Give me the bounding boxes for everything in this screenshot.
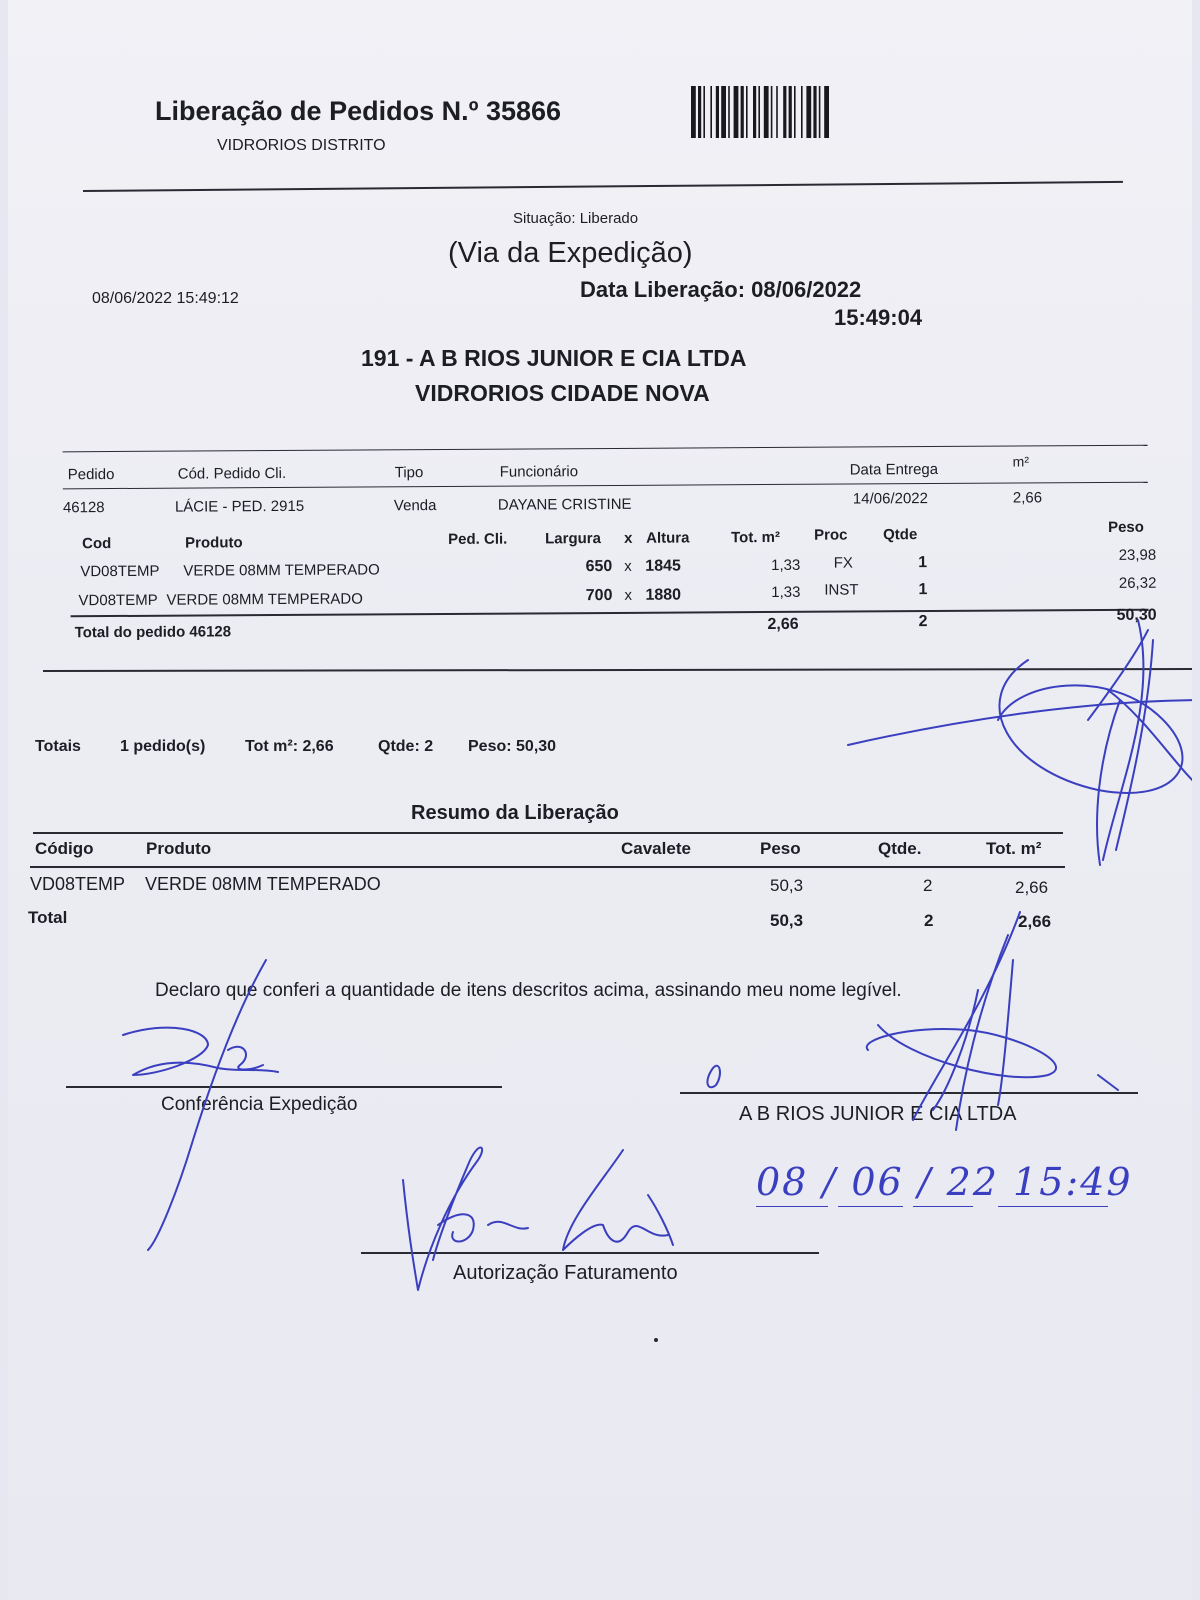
document-subtitle: VIDRORIOS DISTRITO — [217, 137, 386, 154]
resumo-codigo: VD08TEMP — [30, 874, 126, 894]
order-m2: 2,66 — [1012, 489, 1043, 507]
resumo-total-tot-m2: 2,66 — [1018, 912, 1052, 931]
resumo-col-qtde: Qtde. — [878, 839, 922, 858]
item-x: x — [624, 557, 632, 575]
item-cod: VD08TEMP — [80, 562, 160, 581]
totais-pedidos: 1 pedido(s) — [120, 738, 206, 755]
autorizacao-signature-line — [361, 1252, 819, 1254]
handwritten-date: 08 / 06 / 22 15:49 — [756, 1160, 1133, 1204]
autorizacao-label: Autorização Faturamento — [453, 1262, 678, 1284]
data-liberacao: Data Liberação: 08/06/2022 — [580, 277, 862, 302]
item-tot-m2: 1,33 — [771, 556, 801, 575]
order-total-label: Total do pedido 46128 — [74, 623, 232, 642]
status-situacao: Situação: Liberado — [513, 210, 639, 227]
item-col-peso: Peso — [1108, 518, 1144, 536]
document-title: Liberação de Pedidos N.º 35866 — [155, 96, 562, 126]
declaration-text: Declaro que conferi a quantidade de itens descritos acima, assinando meu nome legível. — [155, 980, 902, 1001]
resumo-qtde: 2 — [923, 876, 933, 895]
col-pedido: Pedido — [67, 466, 115, 484]
item-qtde: 1 — [918, 581, 928, 599]
via-label: (Via da Expedição) — [448, 237, 693, 269]
totais-label: Totais — [35, 738, 81, 755]
col-funcionario: Funcionário — [499, 463, 579, 481]
conferencia-label: Conferência Expedição — [161, 1094, 358, 1115]
col-tipo: Tipo — [394, 464, 424, 482]
item-col-cod: Cod — [82, 535, 112, 553]
order-header-rule — [63, 482, 1148, 490]
item-proc: INST — [824, 581, 859, 599]
ink-dot — [654, 1338, 658, 1342]
item-tot-m2: 1,33 — [771, 583, 801, 602]
totais-qtde: Qtde: 2 — [378, 738, 434, 755]
data-liberacao-time: 15:49:04 — [834, 305, 923, 330]
resumo-produto: VERDE 08MM TEMPERADO — [145, 874, 381, 894]
totais-m2: Tot m²: 2,66 — [245, 738, 334, 755]
item-col-ped-cli: Ped. Cli. — [448, 530, 508, 548]
date-underline — [998, 1206, 1108, 1207]
item-col-x: x — [624, 529, 633, 547]
order-pedido: 46128 — [62, 499, 105, 517]
order-data-entrega: 14/06/2022 — [852, 490, 929, 508]
order-tipo: Venda — [393, 497, 437, 515]
resumo-tot-m2: 2,66 — [1015, 878, 1049, 897]
order-total-qtde: 2 — [918, 613, 928, 631]
item-cod: VD08TEMP — [78, 591, 158, 610]
date-underline — [838, 1206, 903, 1207]
item-peso: 23,98 — [1118, 546, 1157, 564]
col-m2: m² — [1012, 453, 1030, 470]
item-col-produto: Produto — [185, 534, 243, 552]
client-store: VIDRORIOS CIDADE NOVA — [415, 380, 710, 406]
resumo-top-rule — [33, 832, 1063, 834]
conferencia-signature-line — [66, 1086, 502, 1088]
col-data-entrega: Data Entrega — [849, 460, 939, 479]
print-datetime: 08/06/2022 15:49:12 — [92, 290, 239, 307]
item-altura: 1845 — [645, 557, 681, 575]
resumo-col-peso: Peso — [760, 839, 801, 858]
item-produto: VERDE 08MM TEMPERADO — [183, 561, 380, 580]
item-largura: 650 — [585, 557, 613, 576]
date-underline — [756, 1206, 828, 1207]
resumo-col-cavalete: Cavalete — [621, 839, 691, 858]
resumo-total-label: Total — [28, 908, 68, 927]
empresa-signature-line — [680, 1092, 1138, 1094]
item-x: x — [624, 586, 633, 604]
resumo-header-rule — [30, 866, 1065, 868]
order-funcionario: DAYANE CRISTINE — [497, 495, 632, 514]
item-peso: 26,32 — [1118, 574, 1157, 592]
resumo-title: Resumo da Liberação — [411, 802, 619, 824]
item-col-qtde: Qtde — [883, 526, 918, 544]
resumo-total-qtde: 2 — [924, 911, 934, 930]
item-proc: FX — [833, 554, 853, 572]
item-col-altura: Altura — [646, 529, 690, 547]
totais-peso: Peso: 50,30 — [468, 738, 557, 755]
order-section — [8, 0, 1192, 1600]
item-col-largura: Largura — [545, 530, 602, 548]
empresa-label: A B RIOS JUNIOR E CIA LTDA — [739, 1103, 1017, 1125]
document-page — [8, 0, 1192, 1600]
order-total-peso: 50,30 — [1116, 606, 1157, 624]
item-largura: 700 — [585, 586, 613, 605]
date-underline — [913, 1206, 973, 1207]
col-cod-pedido-cli: Cód. Pedido Cli. — [177, 464, 287, 483]
item-qtde: 1 — [918, 554, 928, 572]
order-total-m2: 2,66 — [767, 615, 799, 634]
resumo-total-peso: 50,3 — [770, 911, 804, 930]
items-total-rule — [71, 609, 1149, 618]
item-col-tot-m2: Tot. m² — [731, 528, 781, 547]
order-top-rule — [63, 445, 1148, 453]
resumo-col-produto: Produto — [146, 839, 212, 858]
client-name: 191 - A B RIOS JUNIOR E CIA LTDA — [361, 345, 747, 371]
resumo-peso: 50,3 — [770, 876, 804, 895]
item-col-proc: Proc — [814, 526, 848, 544]
order-cod-pedido-cli: LÁCIE - PED. 2915 — [174, 497, 305, 516]
item-altura: 1880 — [645, 586, 682, 604]
resumo-col-codigo: Código — [35, 839, 94, 858]
resumo-col-tot-m2: Tot. m² — [986, 839, 1042, 858]
item-produto: VERDE 08MM TEMPERADO — [166, 590, 363, 609]
